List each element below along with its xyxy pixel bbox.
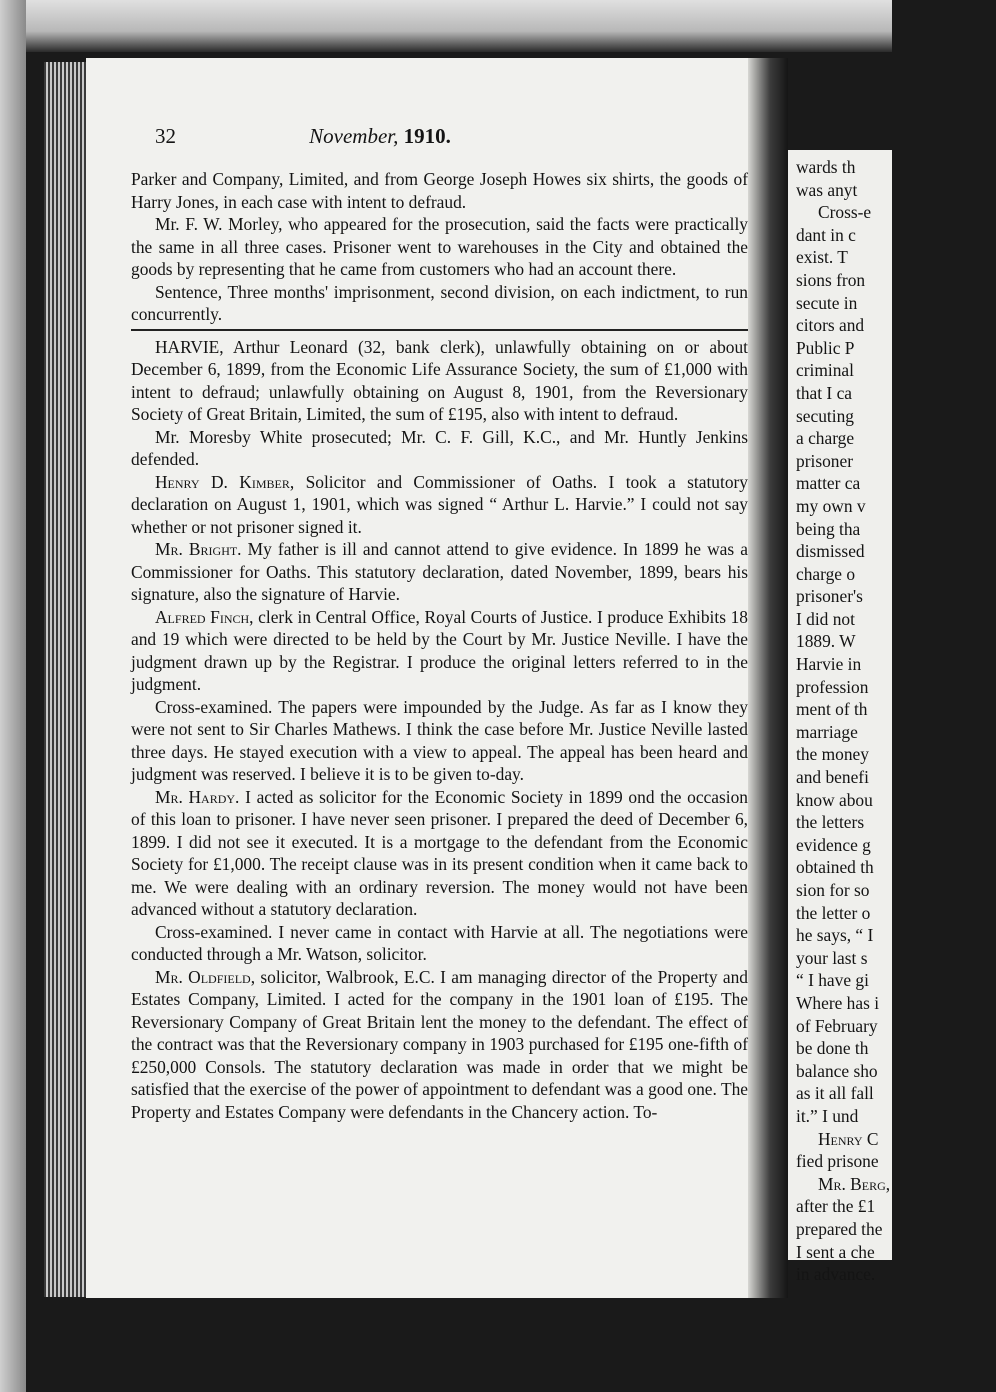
witness-kimber xyxy=(131,471,748,539)
facing-page-line: profession xyxy=(796,676,869,697)
witness-finch xyxy=(131,606,748,696)
witness-name: Mr. Hardy. xyxy=(155,786,240,807)
facing-page-line: citors and xyxy=(796,315,865,336)
facing-page-line: know abou xyxy=(796,789,873,810)
witness-name: Mr. Oldfield, xyxy=(155,966,256,987)
case1-lead: Parker and Company, Limited, and from George Joseph Howes six shirts, the goods of Harry Jones, in each case with intent to defraud. xyxy=(131,169,748,212)
facing-page-text xyxy=(796,156,996,1286)
book-gutter xyxy=(748,58,788,1298)
facing-page-line: Mr. Berg, xyxy=(818,1173,891,1194)
witness-text: My father is ill and cannot attend to give evidence. In 1899 he was a Commissioner for Oaths. This statutory declaration, dated November, 1899, bears his signature, also the signature of Harvie. xyxy=(131,539,748,604)
facing-page-line: criminal xyxy=(796,360,854,381)
charge-text: Arthur Leonard (32, bank clerk), unlawfully obtaining on or about December 6, 1899, from the Economic Life Assurance Society, the sum of £1,000 with intent to defraud; unlawfully obtaining on August 8, 1901, from the Reversionary Society of Great Britain, Limited, the sum of £195, also with intent to defraud. xyxy=(131,336,749,424)
facing-page-line: sion for so xyxy=(796,880,870,900)
facing-page-line: evidence g xyxy=(796,834,871,855)
facing-page-line: Harvie in xyxy=(796,654,862,675)
facing-page xyxy=(788,150,892,1285)
witness-hardy xyxy=(131,786,748,921)
scan-top-margin xyxy=(0,0,892,52)
facing-page-line: my own v xyxy=(796,495,866,516)
facing-page-line: fied prisone xyxy=(796,1151,879,1172)
facing-page-line: of February xyxy=(796,1015,878,1036)
facing-page-line: ment of th xyxy=(796,699,868,720)
witness-name: Henry D. Kimber, xyxy=(155,471,295,492)
facing-page-line: dismissed xyxy=(796,541,865,562)
witness-text: solicitor, Walbrook, E.C. I am managing director of the Property and Estates Company, Limited. I acted for the company in the 1901 loan of £195. The Reversionary Company of Great Britain lent the money to the defendant. The effect of the contract was that the Reversionary company in 1903 purchased for £195 one-fifth of £250,000 Consols. The statutory declaration was made in order that we might be satisfied that the exercise of the power of appointment to defendant was a good one. The Property and Estates Company were defendants in the Chancery action. To- xyxy=(131,966,748,1122)
witness-name: Alfred Finch, xyxy=(155,606,254,627)
facing-page-line: be done th xyxy=(796,1038,869,1059)
facing-page-line: prisoner's xyxy=(796,586,863,607)
facing-page-line: Public P xyxy=(796,337,855,358)
facing-page-line: that I ca xyxy=(796,382,853,403)
running-title-month: November, xyxy=(309,124,399,148)
facing-page-line: the money xyxy=(796,744,869,765)
witness-name: Mr. Bright. xyxy=(155,539,242,559)
running-title xyxy=(155,124,605,149)
facing-page-line: being tha xyxy=(796,518,861,539)
page-header xyxy=(155,124,715,154)
facing-page-line: as it all fall xyxy=(796,1083,874,1104)
facing-page-line: I did not xyxy=(796,608,855,629)
witness-text: clerk in Central Office, Royal Courts of Justice. I produce Exhibits 18 and 19 which were directed to be held by the Court by Mr. Justice Neville. I have the judgment drawn up by the Registrar. I produce the original letters referred to in the judgment. xyxy=(131,606,748,694)
witness-bright xyxy=(131,538,748,606)
facing-page-line: a charge xyxy=(796,428,855,449)
case2-counsel: Mr. Moresby White prosecuted; Mr. C. F. Gill, K.C., and Mr. Huntly Jenkins defended. xyxy=(131,426,748,469)
facing-page-line: charge o xyxy=(796,563,856,584)
facing-page-line: balance sho xyxy=(796,1060,878,1081)
facing-page-line: the letters xyxy=(796,812,865,833)
facing-page-line: obtained th xyxy=(796,857,874,878)
facing-page-line: secuting xyxy=(796,405,854,426)
cross-exam-finch xyxy=(131,696,748,786)
facing-page-line: secute in xyxy=(796,292,858,313)
facing-page-line: in advance. xyxy=(796,1264,876,1285)
facing-page-line: 1889. W xyxy=(796,631,856,652)
facing-page-line: marriage xyxy=(796,721,858,742)
facing-page-line: prepared the xyxy=(796,1218,883,1239)
facing-page-line: “ I have gi xyxy=(796,970,869,991)
facing-page-line: matter ca xyxy=(796,473,861,494)
witness-text: I acted as solicitor for the Economic Society in 1899 ond the occasion of this loan to prisoner. I have never seen prisoner. I prepared the deed of December 6, 1899. I did not see it executed. It is a mortgage to the defendant from the Economic Society for £1,000. The receipt clause was in its present condition when it came back to me. We were dealing with an ordinary reversion. The money would not have been advanced without a statutory declaration. xyxy=(131,786,748,919)
facing-page-line: prisoner xyxy=(796,450,853,471)
facing-page-line: Henry C xyxy=(818,1128,879,1149)
facing-page-line: sions fron xyxy=(796,269,866,290)
facing-page-line: Cross-e xyxy=(818,202,872,223)
page-body xyxy=(131,168,748,1123)
facing-page-line: he says, “ I xyxy=(796,925,874,946)
facing-page-line: and benefi xyxy=(796,767,869,788)
facing-page-line: after the £1 xyxy=(796,1196,876,1217)
running-title-year: 1910. xyxy=(403,124,451,148)
facing-page-line: I sent a che xyxy=(796,1241,875,1262)
facing-page-line: Where has i xyxy=(796,992,880,1013)
book-page-edges xyxy=(44,62,88,1297)
case-divider xyxy=(131,329,748,331)
page-number: 32 xyxy=(155,124,176,148)
facing-page-line: wards th xyxy=(796,157,856,177)
facing-page-line: it.” I und xyxy=(796,1105,859,1126)
case1-sentence: Sentence, Three months' imprisonment, second division, on each indictment, to run concurrently. xyxy=(131,281,748,324)
defendant-name: HARVIE, xyxy=(155,336,224,357)
witness-text: Cross-examined. The papers were impounded by the Judge. As far as I know they were not sent to Sir Charles Mathews. I think the case before Mr. Justice Neville lasted three days. He stayed execution with a view to appeal. The appeal has been heard and judgment was reserved. I believe it is to be given to-day. xyxy=(131,696,748,784)
witness-text: Solicitor and Commissioner of Oaths. I took a statutory declaration on August 1, 1901, which was signed “ Arthur L. Harvie.” I could not say whether or not prisoner signed it. xyxy=(131,471,748,537)
case2-charge xyxy=(131,336,748,426)
cross-exam-hardy xyxy=(131,921,748,966)
case1-counsel: Mr. F. W. Morley, who appeared for the prosecution, said the facts were practically the same in all three cases. Prisoner went to warehouses in the City and obtained the goods by representing that he came from customers who had an account there. xyxy=(131,214,748,279)
witness-text: Cross-examined. I never came in contact with Harvie at all. The negotiations were conducted through a Mr. Watson, solicitor. xyxy=(131,921,748,964)
facing-page-line: dant in c xyxy=(796,224,856,245)
scan-left-margin xyxy=(0,0,26,1392)
facing-page-line: the letter o xyxy=(796,902,871,923)
witness-oldfield xyxy=(131,966,748,1124)
facing-page-line: was anyt xyxy=(796,179,858,200)
facing-page-line: your last s xyxy=(796,947,868,968)
facing-page-line: exist. T xyxy=(796,247,848,268)
